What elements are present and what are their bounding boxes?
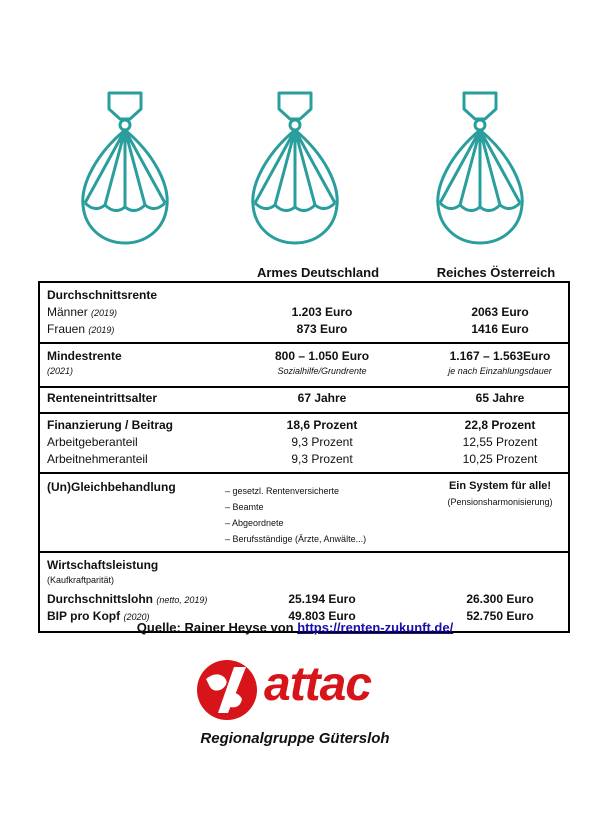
value-de: 1.203 Euro	[291, 305, 353, 319]
section-mindestrente	[40, 348, 568, 388]
value-de: 18,6 Prozent	[286, 418, 358, 432]
table-row	[40, 591, 568, 608]
row-note: (netto, 2019)	[156, 595, 208, 605]
row-note: (2020)	[123, 612, 150, 622]
row-note: (2019)	[88, 325, 115, 335]
value-at: 10,25 Prozent	[462, 452, 538, 466]
value-de: 9,3 Prozent	[291, 452, 353, 466]
section-title: Renteneintrittsalter	[47, 391, 158, 405]
section-title: Wirtschaftsleistung	[47, 558, 159, 572]
attac-globe-icon	[194, 657, 264, 723]
value-at: 12,55 Prozent	[462, 435, 538, 449]
value-at: 65 Jahre	[475, 391, 525, 405]
value-at: 2063 Euro	[471, 305, 529, 319]
row-label: Arbeitgeberanteil	[47, 435, 138, 449]
de-group-list	[225, 483, 366, 547]
value-de: 49.803 Euro	[288, 609, 356, 623]
table-row	[40, 304, 568, 321]
source-link[interactable]: https://renten-zukunft.de/	[297, 620, 454, 635]
row-label: Frauen	[47, 322, 86, 336]
weight-at-icon	[245, 85, 345, 255]
row-note: (2019)	[91, 308, 118, 318]
row-label: Durchschnittslohn	[47, 592, 154, 606]
note-de: Sozialhilfe/Grundrente	[277, 366, 367, 376]
column-header-de: Armes Deutschland	[256, 265, 380, 280]
list-item: – gesetzl. Rentenversicherte	[225, 486, 340, 496]
column-header-at: Reiches Österreich	[436, 265, 556, 280]
source-line	[0, 620, 590, 635]
value-at: 52.750 Euro	[466, 609, 534, 623]
value-de: 873 Euro	[296, 322, 348, 336]
value-de: 25.194 Euro	[288, 592, 356, 606]
list-item: – Abgeordnete	[225, 518, 284, 528]
note-at: (Pensionsharmonisierung)	[447, 497, 553, 507]
row-label: Männer	[47, 305, 88, 319]
section-title: Finanzierung / Beitrag	[47, 418, 174, 432]
section-title: Durchschnittsrente	[47, 288, 158, 302]
section-finanzierung	[40, 417, 568, 474]
value-de: 67 Jahre	[297, 391, 347, 405]
table-row	[40, 434, 568, 451]
list-item: – Berufsständige (Ärzte, Anwälte...)	[225, 534, 367, 544]
section-renteneintritt	[40, 390, 568, 414]
section-durchschnittsrente	[40, 287, 568, 344]
row-note: (2021)	[47, 366, 74, 376]
comparison-table	[38, 281, 570, 633]
section-gleichbehandlung	[40, 479, 568, 553]
value-de: 9,3 Prozent	[291, 435, 353, 449]
regional-group: Regionalgruppe Gütersloh	[200, 730, 390, 747]
value-de: 800 – 1.050 Euro	[274, 349, 370, 363]
value-at: 1.167 – 1.563Euro	[449, 349, 551, 363]
section-title: (Un)Gleichbehandlung	[47, 480, 176, 494]
source-prefix: Quelle: Rainer Heyse von	[136, 620, 298, 635]
section-title: Mindestrente	[47, 349, 122, 363]
value-at: 22,8 Prozent	[464, 418, 536, 432]
weight-neutral-icon	[430, 85, 530, 255]
note-at: je nach Einzahlungsdauer	[448, 366, 552, 376]
weights-illustration	[0, 85, 590, 255]
attac-logo	[190, 655, 420, 725]
section-subtitle: (Kaufkraftparität)	[47, 575, 115, 585]
value-at: Ein System für alle!	[448, 480, 552, 492]
table-row	[40, 321, 568, 338]
value-at: 26.300 Euro	[466, 592, 534, 606]
value-at: 1416 Euro	[471, 322, 529, 336]
weight-de-icon	[75, 85, 175, 255]
row-label: Arbeitnehmeranteil	[47, 452, 148, 466]
attac-wordmark: attac	[264, 658, 372, 711]
row-label: BIP pro Kopf	[47, 609, 121, 623]
list-item: – Beamte	[225, 502, 264, 512]
table-row	[40, 451, 568, 468]
